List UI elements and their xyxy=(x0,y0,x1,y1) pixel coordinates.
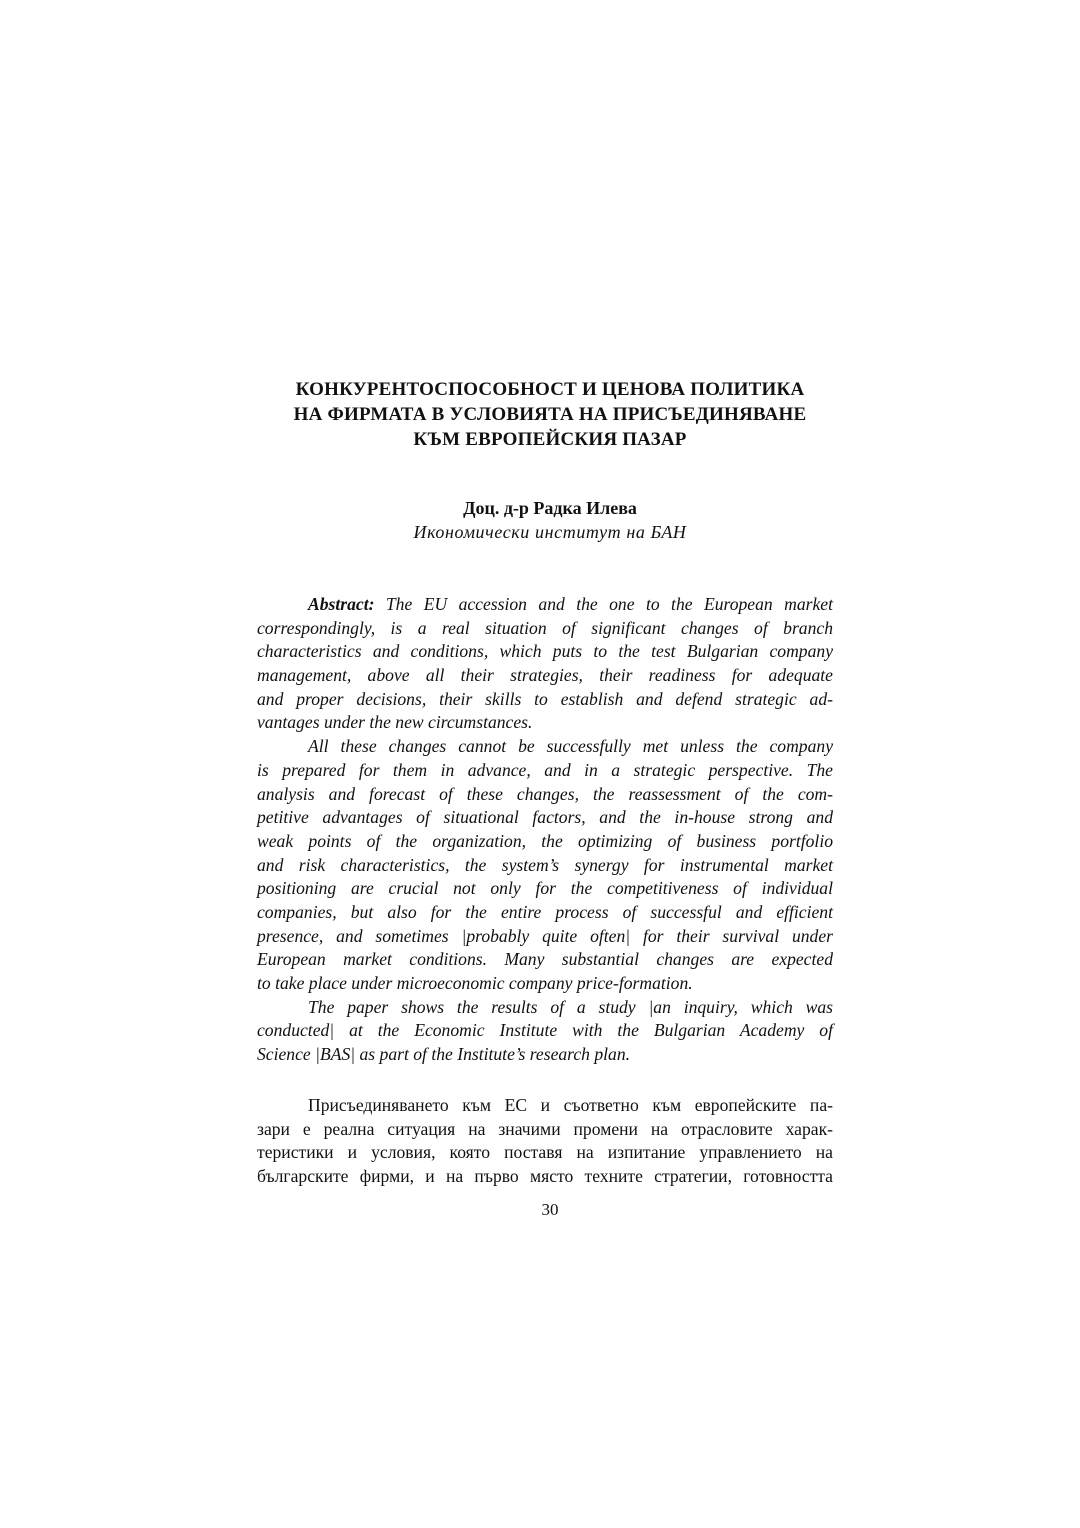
body-line: зари е реална ситуация на значими промени на отрасловите харак- xyxy=(257,1118,833,1139)
abstract xyxy=(257,593,833,1067)
author-affiliation: Икономически институт на БАН xyxy=(413,522,687,542)
abstract-line: All these changes cannot be successfully met unless the company xyxy=(308,736,833,757)
body-line: теристики и условия, която поставя на изпитание управлението на xyxy=(257,1142,833,1163)
abstract-line: European market conditions. Many substantial changes are expected xyxy=(257,949,833,970)
abstract-line: to take place under microeconomic company price-formation. xyxy=(257,973,693,993)
abstract-line: Science |BAS| as part of the Institute’s research plan. xyxy=(257,1044,631,1065)
abstract-line: is prepared for them in advance, and in a strategic perspective. The xyxy=(257,759,833,780)
abstract-line: and proper decisions, their skills to establish and defend strategic ad- xyxy=(257,688,833,709)
abstract-line: The paper shows the results of a study |an inquiry, which was xyxy=(308,996,833,1017)
abstract-line: positioning are crucial not only for the competitiveness of individual xyxy=(257,878,833,899)
abstract-line: presence, and sometimes |probably quite often| for their survival under xyxy=(257,925,833,946)
abstract-line: analysis and forecast of these changes, the reassessment of the com- xyxy=(257,783,833,804)
title-line: КОНКУРЕНТОСПОСОБНОСТ И ЦЕНОВА ПОЛИТИКА xyxy=(295,379,805,400)
abstract-line: weak points of the organization, the optimizing of business portfolio xyxy=(257,830,833,851)
body-paragraph xyxy=(257,1094,833,1189)
body-line: Присъединяването към ЕС и съответно към европейските па- xyxy=(308,1095,833,1115)
abstract-line: characteristics and conditions, which puts to the test Bulgarian company xyxy=(257,641,833,662)
abstract-line xyxy=(257,593,833,617)
abstract-line-text: The EU accession and the one to the European market xyxy=(374,594,833,614)
body-line: българските фирми, и на първо място техните стратегии, готовността xyxy=(257,1166,833,1187)
abstract-line: petitive advantages of situational factors, and the in-house strong and xyxy=(257,807,833,828)
title-line: НА ФИРМАТА В УСЛОВИЯТА НА ПРИСЪЕДИНЯВАНЕ xyxy=(293,404,807,425)
abstract-line: conducted| at the Economic Institute with the Bulgarian Academy of xyxy=(257,1020,833,1041)
abstract-line: vantages under the new circumstances. xyxy=(257,712,533,733)
abstract-line: management, above all their strategies, their readiness for adequate xyxy=(257,665,833,686)
abstract-line: correspondingly, is a real situation of significant changes of branch xyxy=(257,617,833,638)
paper-title xyxy=(220,377,880,452)
page-number: 30 xyxy=(541,1200,559,1219)
author-name: Доц. д-р Радка Илева xyxy=(463,498,637,518)
abstract-label: Abstract: xyxy=(308,594,375,614)
abstract-line: and risk characteristics, the system’s synergy for instrumental market xyxy=(257,854,833,875)
abstract-line: companies, but also for the entire process of successful and efficient xyxy=(257,901,833,922)
title-line: КЪМ ЕВРОПЕЙСКИЯ ПАЗАР xyxy=(413,429,687,450)
